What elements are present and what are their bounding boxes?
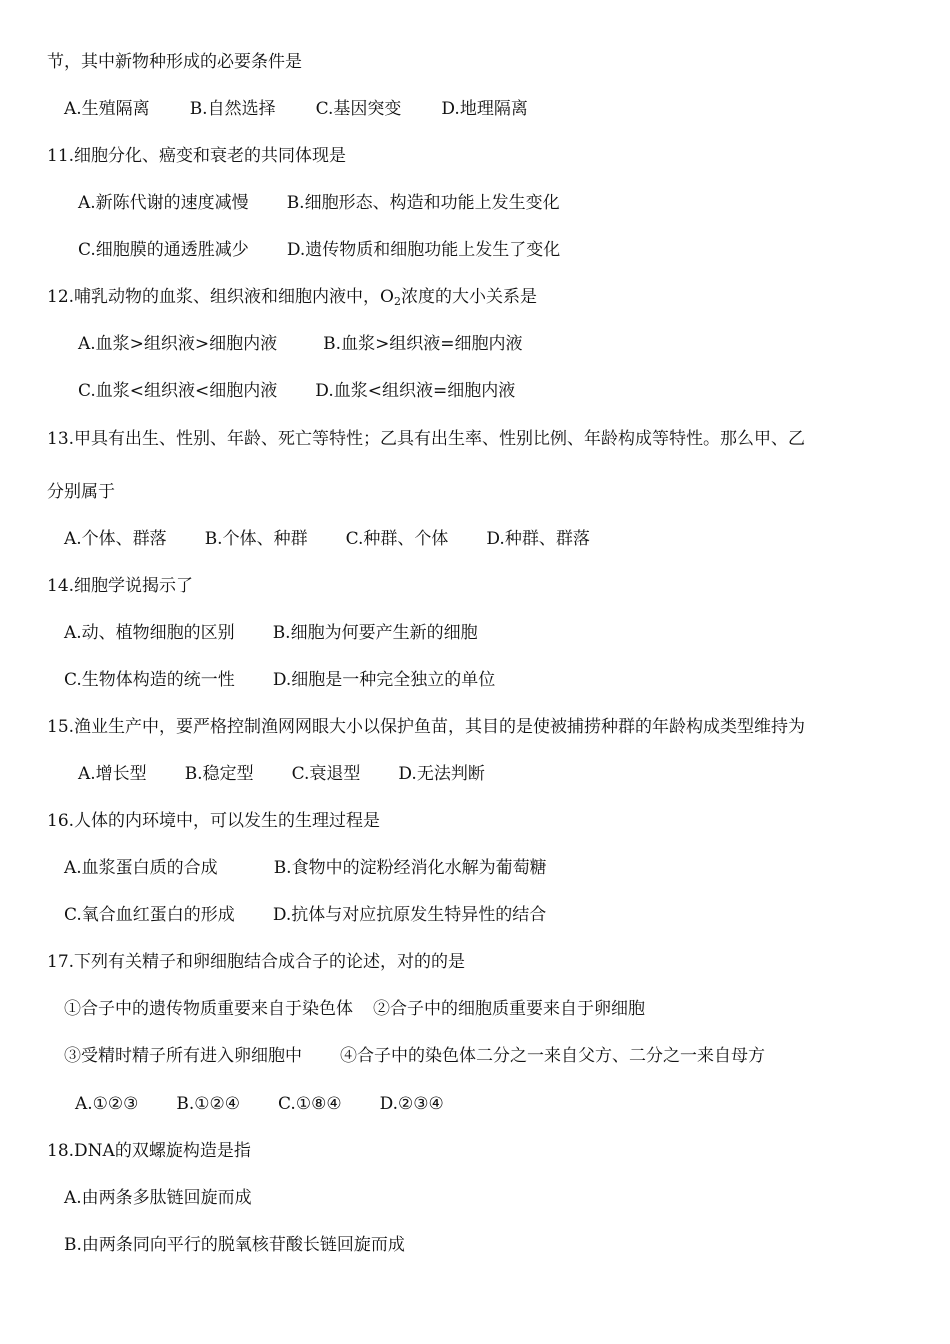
question-13: 13.甲具有出生、性别、年龄、死亡等特性；乙具有出生率、性别比例、年龄构成等特性。那么甲、乙	[47, 429, 806, 449]
question-16-options-row2	[64, 904, 546, 926]
question-14-options-row1	[64, 622, 478, 644]
option-a: A.新陈代谢的速度减慢	[78, 193, 249, 213]
option-b: B.细胞形态、构造和功能上发生变化	[286, 193, 560, 213]
option-b: B.食物中的淀粉经消化水解为葡萄糖	[273, 858, 547, 878]
option-d: D.地理隔离	[441, 99, 528, 119]
question-17: 17.下列有关精子和卵细胞结合成合子的论述，对的的是	[47, 952, 466, 972]
option-c: C.种群、个体	[345, 529, 449, 549]
option-a: A.动、植物细胞的区别	[64, 623, 235, 643]
option-d: D.无法判断	[398, 764, 485, 784]
option-a: A.①②③	[75, 1094, 139, 1114]
option-d: D.遗传物质和细胞功能上发生了变化	[286, 240, 561, 260]
option-b: B.个体、种群	[204, 529, 308, 549]
option-c: C.基因突变	[315, 99, 402, 119]
question-11-options-row2	[78, 239, 560, 261]
question-13-continuation: 分别属于	[47, 482, 115, 502]
question-17-statements-row2	[64, 1045, 765, 1067]
question-10-options	[64, 98, 528, 120]
question-16-options-row1	[64, 857, 547, 879]
statement-1: ①合子中的遗传物质重要来自于染色体	[64, 999, 353, 1019]
option-d: D.抗体与对应抗原发生特异性的结合	[272, 905, 547, 925]
statement-3: ③受精时精子所有进入卵细胞中	[64, 1046, 302, 1066]
option-a: A.增长型	[78, 764, 147, 784]
option-d: D.种群、群落	[486, 529, 590, 549]
question-18: 18.DNA的双螺旋构造是指	[47, 1141, 251, 1161]
question-11-options-row1	[78, 192, 560, 214]
question-18-option-a: A.由两条多肽链回旋而成	[64, 1188, 252, 1208]
option-c: C.血浆<组织液<细胞内液	[78, 381, 278, 401]
question-15-options	[78, 763, 485, 785]
question-14: 14.细胞学说揭示了	[47, 576, 194, 596]
statement-2: ②合子中的细胞质重要来自于卵细胞	[373, 999, 645, 1019]
option-b: B.自然选择	[189, 99, 276, 119]
option-b: B.细胞为何要产生新的细胞	[272, 623, 478, 643]
option-c: C.氧合血红蛋白的形成	[64, 905, 235, 925]
question-18-option-b: B.由两条同向平行的脱氧核苷酸长链回旋而成	[64, 1235, 405, 1255]
question-11: 11.细胞分化、癌变和衰老的共同体现是	[47, 146, 347, 166]
option-c: C.细胞膜的通透胜减少	[78, 240, 249, 260]
question-14-options-row2	[64, 669, 495, 691]
option-b: B.稳定型	[184, 764, 254, 784]
question-13-options	[64, 528, 590, 550]
option-c: C.生物体构造的统一性	[64, 670, 235, 690]
question-17-statements-row1	[64, 998, 645, 1020]
question-17-options	[75, 1093, 444, 1115]
question-12-options-row1	[78, 333, 523, 355]
option-d: D.②③④	[379, 1094, 444, 1114]
option-a: A.个体、群落	[64, 529, 167, 549]
option-a: A.血浆蛋白质的合成	[64, 858, 218, 878]
question-16: 16.人体的内环境中，可以发生的生理过程是	[47, 811, 381, 831]
option-d: D.血浆<组织液=细胞内液	[315, 381, 516, 401]
question-12: 12.哺乳动物的血浆、组织液和细胞内液中，$O_2$浓度的大小关系是	[47, 287, 537, 308]
option-d: D.细胞是一种完全独立的单位	[272, 670, 496, 690]
statement-4: ④合子中的染色体二分之一来自父方、二分之一来自母方	[340, 1046, 765, 1066]
option-a: A.生殖隔离	[64, 99, 150, 119]
option-b: B.血浆>组织液=细胞内液	[323, 334, 523, 354]
question-15: 15.渔业生产中，要严格控制渔网网眼大小以保护鱼苗，其目的是使被捕捞种群的年龄构成类型维持为	[47, 717, 806, 737]
option-c: C.①⑧④	[278, 1094, 342, 1114]
option-b: B.①②④	[176, 1094, 241, 1114]
option-c: C.衰退型	[291, 764, 361, 784]
option-a: A.血浆>组织液>细胞内液	[78, 334, 278, 354]
question-12-options-row2	[78, 380, 515, 402]
question-10-continuation: 节，其中新物种形成的必要条件是	[47, 52, 302, 72]
